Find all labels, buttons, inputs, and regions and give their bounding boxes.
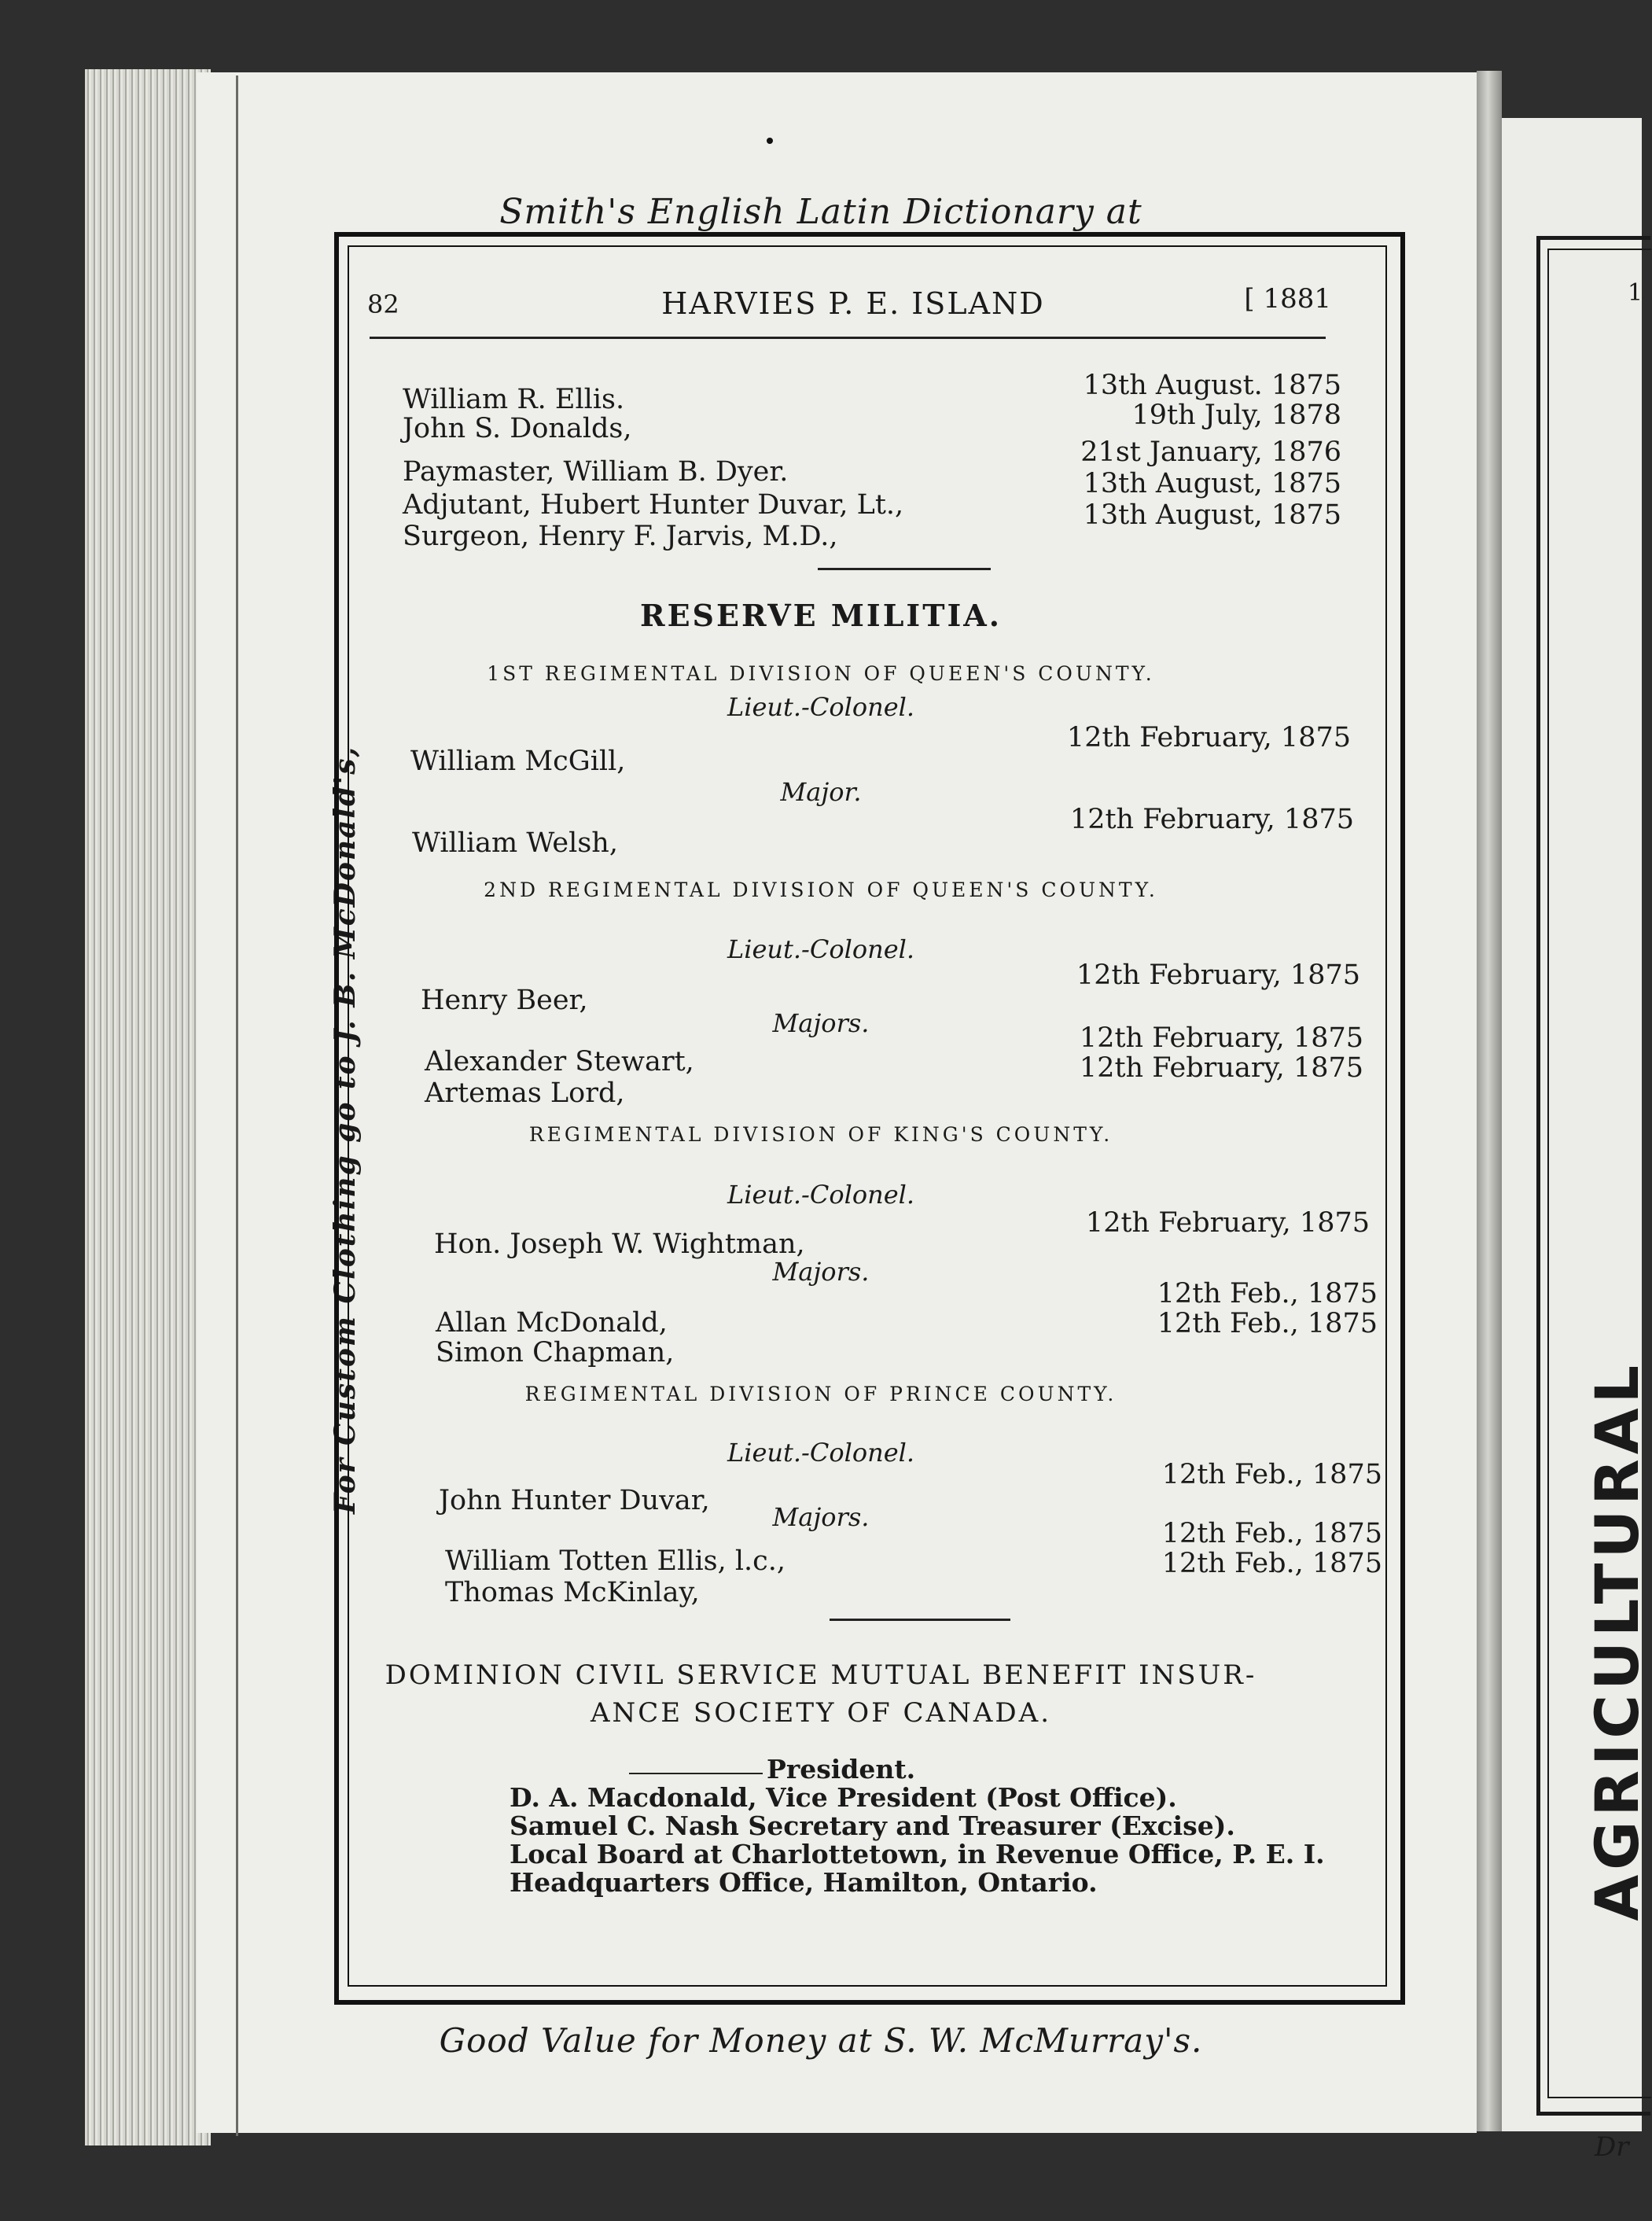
officer-date: 19th July, 1878 [1131,400,1341,431]
militia-name: John Hunter Duvar, [439,1485,710,1516]
page-margin-rule [236,76,238,2136]
bottom-advertisement: Good Value for Money at S. W. McMurray's. [439,2021,1203,2060]
officer-date: 21st January, 1876 [1080,436,1341,468]
society-title-line1: DOMINION CIVIL SERVICE MUTUAL BENEFIT INSUR- [384,1659,1257,1691]
officer-name: Surgeon, Henry F. Jarvis, M.D., [403,521,838,552]
rank-heading: Lieut.-Colonel. [727,1180,915,1210]
militia-date: 12th February, 1875 [1066,722,1351,753]
militia-date: 12th February, 1875 [1079,1052,1363,1084]
militia-name: Hon. Joseph W. Wightman, [434,1228,805,1260]
facing-page-footer: Dr [1595,2131,1629,2163]
militia-name: Artemas Lord, [425,1077,625,1109]
officer-name: Adjutant, Hubert Hunter Duvar, Lt., [403,489,904,521]
rank-heading: Majors. [772,1008,870,1038]
facing-page-header: 1 [1628,279,1643,307]
society-line: President. [767,1754,916,1785]
militia-date: 12th February, 1875 [1079,1022,1363,1054]
officer-date: 13th August, 1875 [1083,468,1341,499]
section-separator [830,1619,1010,1621]
ink-dot [767,138,773,144]
society-title-line2: ANCE SOCIETY OF CANADA. [590,1697,1052,1729]
book-spine [1477,71,1502,2131]
rank-heading: Lieut.-Colonel. [727,934,915,964]
division-heading: 1ST REGIMENTAL DIVISION OF QUEEN'S COUNTY. [487,662,1155,685]
militia-date: 12th February, 1875 [1085,1207,1370,1239]
division-heading: 2ND REGIMENTAL DIVISION OF QUEEN'S COUNTY. [484,878,1158,901]
division-heading: REGIMENTAL DIVISION OF KING'S COUNTY. [528,1123,1113,1146]
militia-date: 12th February, 1875 [1069,804,1354,835]
society-line: Samuel C. Nash Secretary and Treasurer (Excise). [510,1810,1235,1841]
rank-heading: Major. [780,777,862,807]
book-page-edges [85,69,211,2145]
militia-name: William McGill, [410,746,626,777]
society-line: D. A. Macdonald, Vice President (Post Office). [510,1782,1177,1813]
rank-heading: Lieut.-Colonel. [727,692,915,722]
rank-heading: Majors. [772,1257,870,1287]
militia-name: Thomas McKinlay, [445,1577,700,1608]
officer-name: Paymaster, William B. Dyer. [403,456,789,488]
militia-date: 12th Feb., 1875 [1157,1308,1378,1339]
division-heading: REGIMENTAL DIVISION OF PRINCE COUNTY. [524,1383,1117,1405]
militia-date: 12th Feb., 1875 [1157,1278,1378,1309]
reserve-militia-title: RESERVE MILITIA. [640,598,1002,633]
society-line: Local Board at Charlottetown, in Revenue Office, P. E. I. [510,1839,1325,1869]
militia-date: 12th February, 1875 [1076,959,1360,991]
side-advertisement: For Custom Clothing go to J. B. McDonald's, [329,745,362,1514]
section-separator [818,568,991,570]
militia-name: Allan McDonald, [436,1307,668,1339]
rank-heading: Majors. [772,1502,870,1532]
officer-name: John S. Donalds, [403,413,632,444]
militia-name: Alexander Stewart, [425,1046,694,1077]
militia-date: 12th Feb., 1875 [1161,1518,1382,1549]
officer-name: William R. Ellis. [403,384,625,415]
militia-name: William Welsh, [412,827,618,859]
top-advertisement: Smith's English Latin Dictionary at [499,192,1142,232]
militia-name: Simon Chapman, [436,1337,675,1368]
militia-date: 12th Feb., 1875 [1161,1548,1382,1579]
header-rule [370,337,1326,339]
rank-heading: Lieut.-Colonel. [727,1438,915,1468]
page-number: 82 [367,289,399,319]
militia-date: 12th Feb., 1875 [1161,1459,1382,1490]
officer-date: 13th August. 1875 [1083,370,1341,401]
militia-name: William Totten Ellis, l.c., [445,1545,786,1577]
officer-date: 13th August, 1875 [1083,499,1341,531]
society-line: Headquarters Office, Hamilton, Ontario. [510,1867,1098,1898]
militia-name: Henry Beer, [421,985,588,1016]
running-head [358,283,1348,330]
running-head-year: [ 1881 [1244,283,1331,315]
president-blank-line [629,1773,763,1774]
running-head-title: HARVIES P. E. ISLAND [661,286,1045,321]
facing-page-side-text: AGRICULTURAL [1582,1361,1652,1921]
